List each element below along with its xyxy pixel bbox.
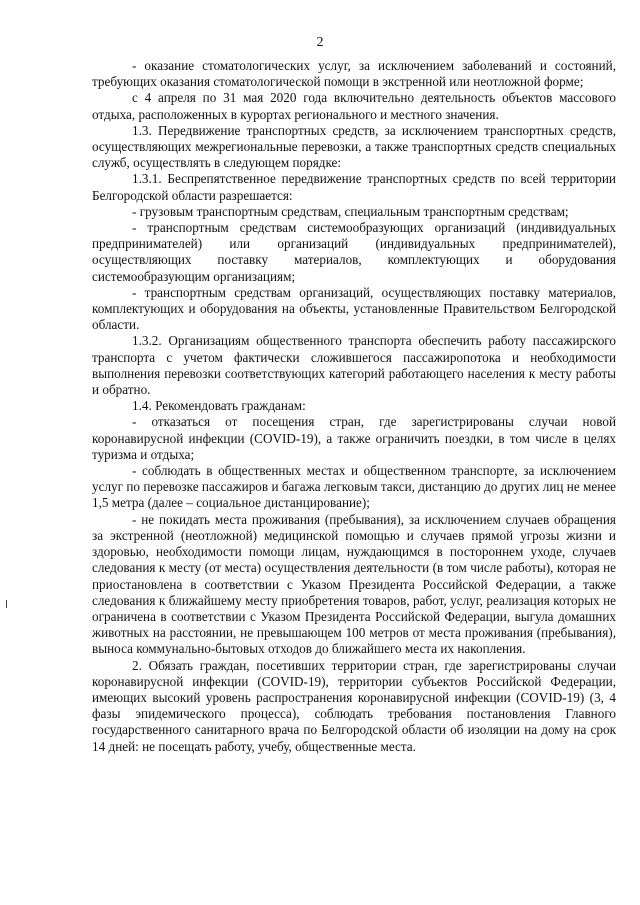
paragraph-1-4: 1.4. Рекомендовать гражданам:	[132, 398, 306, 414]
list-item-distancing: - соблюдать в общественных местах и общественном транспорте, за исключением услуг по перевозке пассажиров и багажа легковым такси, дистанцию до других лиц не менее 1,5 метра (далее – социальное дистанцирование);	[92, 463, 616, 511]
paragraph-1-3-2: 1.3.2. Организациям общественного транспорта обеспечить работу пассажирского транспорта с учетом фактически сложившегося пассажиропотока и необходимости выполнения перевозки соответствующих категорий работающего населения к месту работы и обратно.	[92, 333, 616, 398]
list-item-stay-home: - не покидать места проживания (пребывания), за исключением случаев обращения за экстренной (неотложной) медицинской помощью и случаев прямой угрозы жизни и здоровью, необходимости помощи лицам, нуждающимся в постороннем уходе, случаев следования к месту (от места) осуществления деятельности (в том числе работы), которая не приостановлена в соответствии с Указом Президента Российской Федерации, а также следования к ближайшему месту приобретения товаров, работ, услуг, реализация которых не ограничена в соответствии с Указом Президента Российской Федерации, выгула домашних животных на расстоянии, не превышающем 100 метров от места проживания (пребывания), выноса коммунально-бытовых отходов до ближайшего места их накопления.	[92, 511, 616, 657]
paragraph-2: 2. Обязать граждан, посетивших территории стран, где зарегистрированы случаи коронавирусной инфекции (COVID-19), территории субъектов Российской Федерации, имеющих высокий уровень распространения коронавирусной инфекции (COVID-19) (3, 4 фазы эпидемического процесса), соблюдать требования постановления Главного государственного санитарного врача по Белгородской области об изоляции на дому на срок 14 дней: не посещать работу, учебу, общественные места.	[92, 657, 616, 754]
paragraph-1-3-1: 1.3.1. Беспрепятственное передвижение транспортных средств по всей территории Белгородской области разрешается:	[92, 171, 616, 203]
scan-mark	[6, 600, 7, 608]
paragraph-resorts: с 4 апреля по 31 мая 2020 года включительно деятельность объектов массового отдыха, расположенных в курортах регионального и местного значения.	[92, 90, 616, 122]
list-item-travel: - отказаться от посещения стран, где зарегистрированы случаи новой коронавирусной инфекции (COVID-19), а также ограничить поездки, в том числе в целях туризма и отдыха;	[92, 414, 616, 462]
list-item-supply-organizations: - транспортным средствам организаций, осуществляющих поставку материалов, комплектующих и оборудования на объекты, установленные Правительством Белгородской области.	[92, 284, 616, 333]
paragraph-dental-services: - оказание стоматологических услуг, за исключением заболеваний и состояний, требующих оказания стоматологической помощи в экстренной или неотложной форме;	[92, 58, 616, 90]
list-item-freight: - грузовым транспортным средствам, специальным транспортным средствам;	[132, 203, 569, 219]
page-number: 2	[316, 35, 324, 50]
document-body	[92, 58, 616, 755]
list-item-system-organizations: - транспортным средствам системообразующих организаций (индивидуальных предпринимателей) или организаций (индивидуальных предпринимателей), осуществляющих поставку материалов, комплектующих и оборудования системообразующим организациям;	[92, 220, 616, 284]
paragraph-1-3: 1.3. Передвижение транспортных средств, за исключением транспортных средств, осуществляющих межрегиональные перевозки, а также транспортных средств специальных служб, осуществлять в следующем порядке:	[92, 122, 616, 171]
